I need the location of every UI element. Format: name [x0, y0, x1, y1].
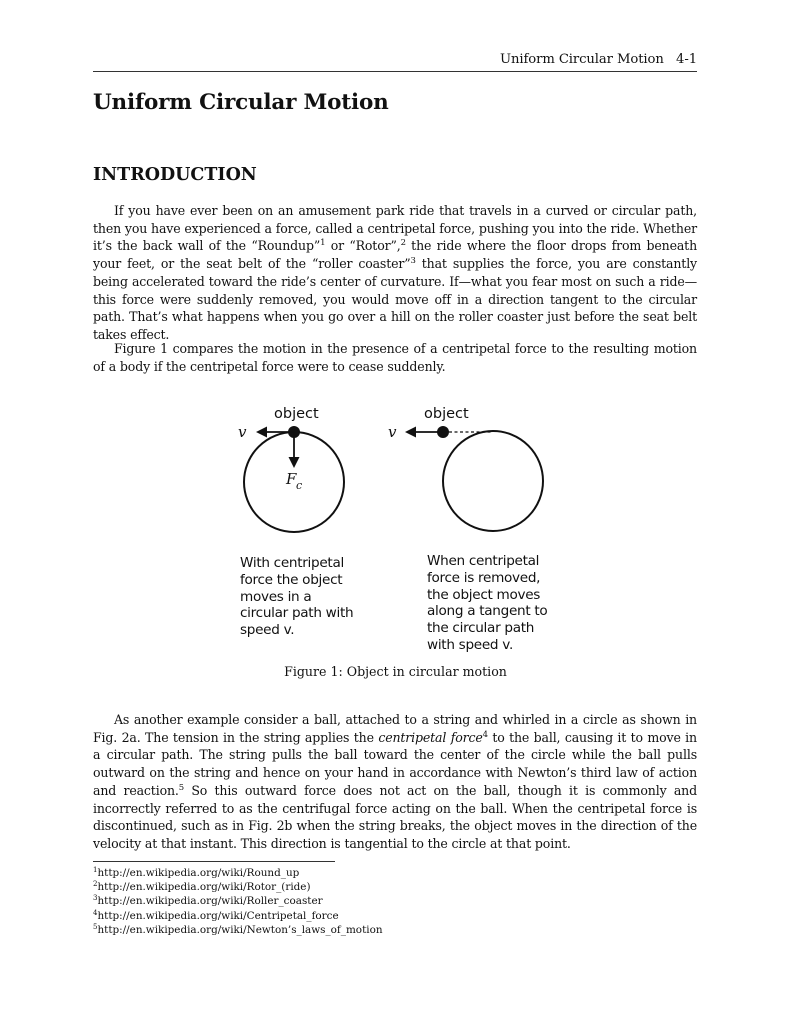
- footnote-number: 2: [93, 880, 98, 889]
- force-subscript: c: [296, 479, 303, 492]
- footnote-ref[interactable]: 4: [482, 729, 488, 740]
- paragraph-text: to the ball, causing it to move in a circular path. The string pulls the ball toward the center of the circle while the ball pulls outward on the string and hence on your hand in accordance with Newton’s third law of action and reaction.: [93, 729, 697, 798]
- paragraph-intro: [93, 202, 697, 344]
- footnote-ref[interactable]: 3: [410, 256, 416, 267]
- footnote-ref[interactable]: 1: [320, 238, 326, 249]
- footnote-number: 4: [93, 908, 98, 917]
- footnote-number: 5: [93, 922, 98, 931]
- footnote-rule: [93, 861, 335, 862]
- velocity-label-right: v: [388, 423, 397, 441]
- figure-text-right: When centripetal force is removed, the object moves along a tangent to the circular path with speed v.: [427, 553, 548, 653]
- footnotes: [93, 866, 593, 937]
- footnote-number: 1: [93, 866, 98, 874]
- paragraph-ball-example: [93, 711, 697, 853]
- paragraph-text: the ride where the floor drops from beneath your feet, or the seat belt of the “roller coaster”: [93, 238, 698, 272]
- footnote-link[interactable]: http://en.wikipedia.org/wiki/Round_up: [97, 867, 300, 879]
- footnote-link[interactable]: http://en.wikipedia.org/wiki/Roller_coaster: [97, 895, 323, 908]
- footnote-link[interactable]: http://en.wikipedia.org/wiki/Newton’s_laws_of_motion: [97, 923, 383, 936]
- footnote: [93, 894, 593, 908]
- velocity-label-left: v: [238, 423, 247, 441]
- header-rule: [93, 71, 697, 72]
- footnote: [93, 866, 593, 880]
- paragraph-text: or “Rotor”,: [325, 238, 401, 254]
- circular-path-left: [244, 432, 344, 532]
- force-arrowhead: [289, 457, 300, 468]
- footnote-link[interactable]: http://en.wikipedia.org/wiki/Centripetal_force: [97, 909, 339, 922]
- velocity-arrowhead-left: [256, 427, 267, 438]
- footnote: [93, 909, 593, 923]
- paragraph-text: As another example consider a ball, attached to a string and whirled in a circle as shown in Fig. 2a. The tension in the string applies the: [93, 712, 697, 745]
- emphasis-centripetal-force: centripetal force: [378, 729, 483, 745]
- object-label-right: object: [424, 406, 469, 422]
- paragraph-text: So this outward force does not act on the ball, though it is commonly and incorrectly referred to as the centrifugal force acting on the ball. When the centripetal force is discontinued, such as in Fig. 2b when the string breaks, the object moves in the direction of the velocity at that instant. This direction is tangential to the circle at that point.: [93, 782, 697, 851]
- paragraph-text: that supplies the force, you are constantly being accelerated toward the ride’s center of curvature. If—what you fear most on such a ride—this force were suddenly removed, you would move off in a direction tangent to the circular path. That’s what happens when you go over a hill on the roller coaster just before the seat belt takes effect.: [93, 256, 698, 342]
- footnote-number: 3: [93, 894, 98, 903]
- object-label-left: object: [274, 406, 319, 422]
- force-label: F: [286, 470, 297, 488]
- footnote-ref[interactable]: 2: [400, 238, 406, 249]
- figure-caption: Figure 1: Object in circular motion: [284, 664, 507, 679]
- footnote-link[interactable]: http://en.wikipedia.org/wiki/Rotor_(ride): [97, 881, 311, 894]
- velocity-arrowhead-right: [405, 427, 416, 438]
- object-dot-right: [437, 426, 449, 438]
- paragraph-figure-intro: Figure 1 compares the motion in the presence of a centripetal force to the resulting motion of a body if the centripetal force were to cease suddenly.: [93, 341, 697, 374]
- figure-text-left: With centripetal force the object moves in a circular path with speed v.: [240, 555, 354, 639]
- footnote: [93, 880, 593, 894]
- paragraph-text: If you have ever been on an amusement park ride that travels in a curved or circular path, then you have experienced a force, called a centripetal force, pushing you into the ride. Whether it’s the back wall of the “Roundup”: [93, 203, 697, 254]
- footnote: [93, 923, 593, 937]
- circular-path-right: [443, 431, 543, 531]
- footnote-ref[interactable]: 5: [178, 782, 185, 793]
- running-head: Uniform Circular Motion 4-1: [499, 52, 697, 67]
- section-heading: INTRODUCTION: [93, 165, 257, 185]
- object-dot-left: [288, 426, 300, 438]
- page-title: Uniform Circular Motion: [93, 90, 389, 115]
